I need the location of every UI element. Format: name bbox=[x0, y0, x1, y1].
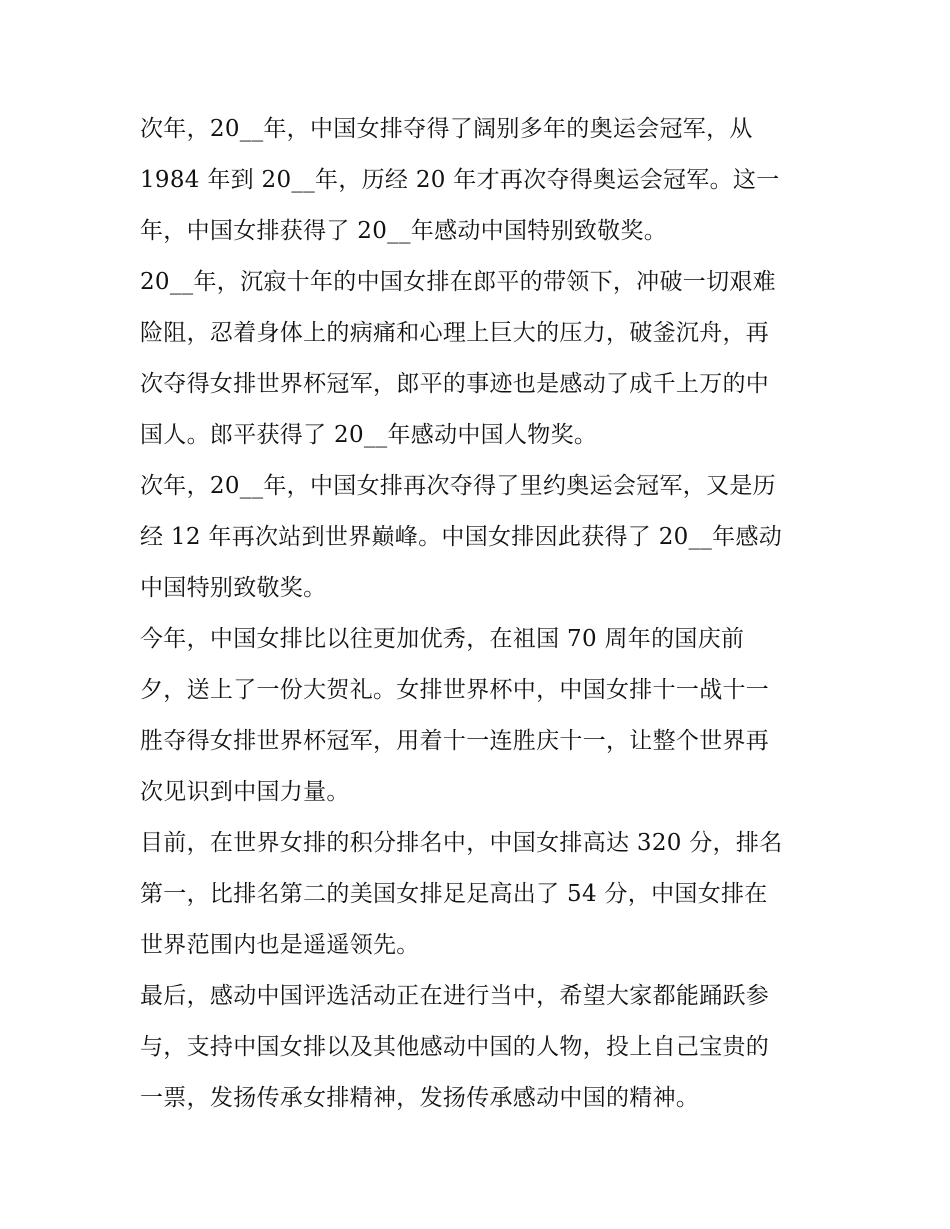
text-line: 次年，20__年，中国女排再次夺得了里约奥运会冠军，又是历 bbox=[140, 473, 776, 499]
text-line: 次见识到中国力量。 bbox=[140, 779, 350, 805]
text-line: 最后，感动中国评选活动正在进行当中，希望大家都能踊跃参 bbox=[140, 983, 770, 1009]
text-line: 今年，中国女排比以往更加优秀，在祖国 70 周年的国庆前 bbox=[140, 626, 745, 652]
paragraph-1 bbox=[140, 104, 812, 257]
text-line: 与，支持中国女排以及其他感动中国的人物，投上自己宝贵的 bbox=[140, 1034, 770, 1060]
text-line: 1984 年到 20__年，历经 20 年才再次夺得奥运会冠军。这一 bbox=[140, 167, 780, 193]
document-body bbox=[140, 104, 812, 1124]
text-line: 一票，发扬传承女排精神，发扬传承感动中国的精神。 bbox=[140, 1085, 700, 1111]
paragraph-6 bbox=[140, 971, 812, 1124]
text-line: 次夺得女排世界杯冠军，郎平的事迹也是感动了成千上万的中 bbox=[140, 371, 770, 397]
text-line: 次年，20__年，中国女排夺得了阔别多年的奥运会冠军，从 bbox=[140, 116, 753, 142]
text-line: 经 12 年再次站到世界巅峰。中国女排因此获得了 20__年感动 bbox=[140, 524, 783, 550]
text-line: 目前，在世界女排的积分排名中，中国女排高达 320 分，排名 bbox=[140, 830, 783, 856]
text-line: 国人。郎平获得了 20__年感动中国人物奖。 bbox=[140, 422, 598, 448]
paragraph-5 bbox=[140, 818, 812, 971]
paragraph-4 bbox=[140, 614, 812, 818]
paragraph-2 bbox=[140, 257, 812, 461]
paragraph-3 bbox=[140, 461, 812, 614]
text-line: 中国特别致敬奖。 bbox=[140, 575, 327, 601]
text-line: 险阻，忍着身体上的病痛和心理上巨大的压力，破釜沉舟，再 bbox=[140, 320, 770, 346]
text-line: 夕，送上了一份大贺礼。女排世界杯中，中国女排十一战十一 bbox=[140, 677, 770, 703]
text-line: 年，中国女排获得了 20__年感动中国特别致敬奖。 bbox=[140, 218, 668, 244]
text-line: 20__年，沉寂十年的中国女排在郎平的带领下，冲破一切艰难 bbox=[140, 269, 776, 295]
text-line: 第一，比排名第二的美国女排足足高出了 54 分，中国女排在 bbox=[140, 881, 768, 907]
text-line: 世界范围内也是遥遥领先。 bbox=[140, 932, 420, 958]
text-line: 胜夺得女排世界杯冠军，用着十一连胜庆十一，让整个世界再 bbox=[140, 728, 770, 754]
